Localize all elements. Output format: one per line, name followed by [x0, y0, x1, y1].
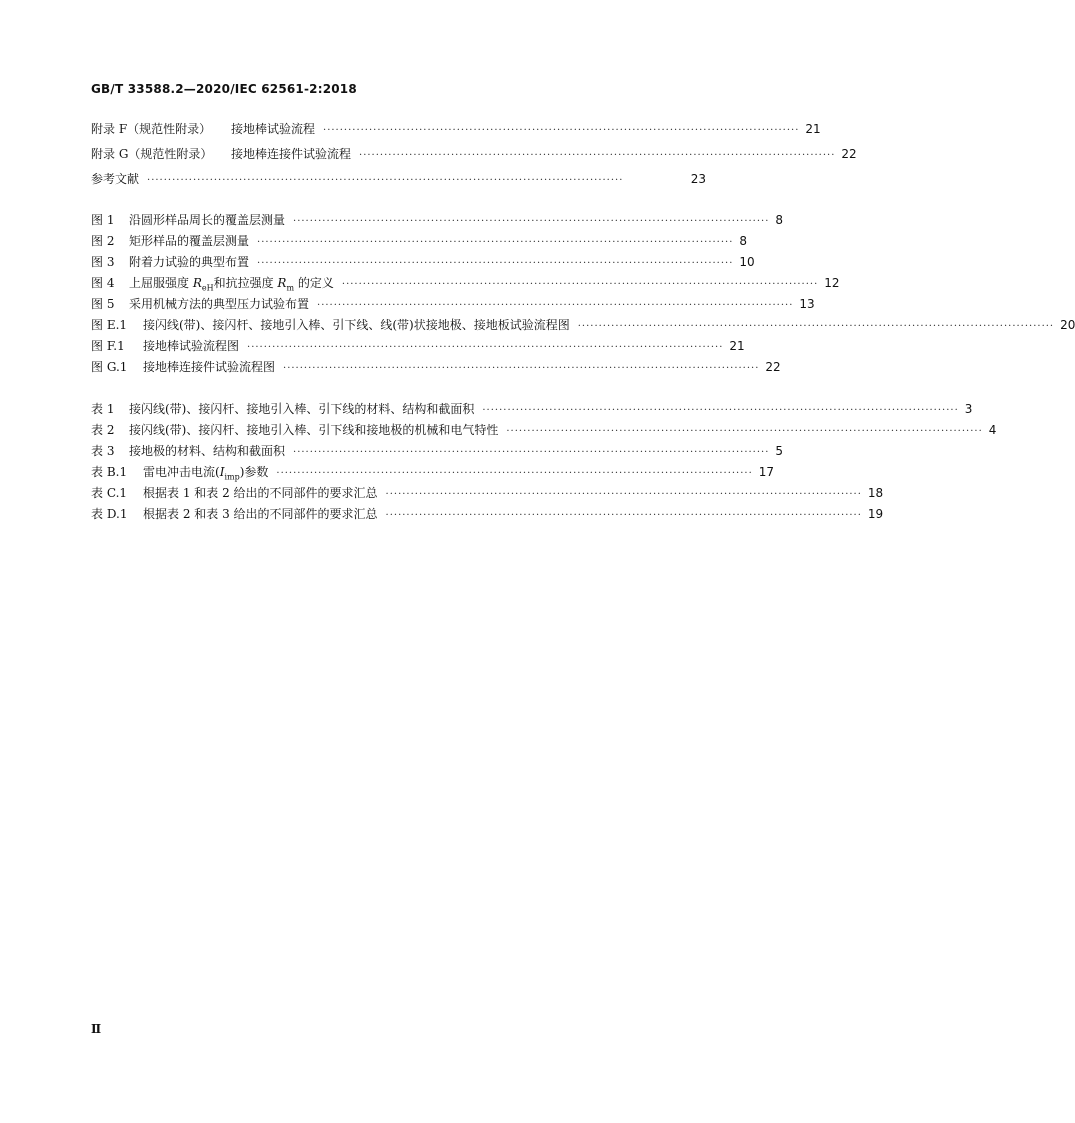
toc-entry-title: 根据表 2 和表 3 给出的不同部件的要求汇总: [143, 507, 378, 521]
toc-entry-title: 采用机械方法的典型压力试验布置: [129, 297, 310, 311]
toc-entry-title: 接地棒连接件试验流程: [231, 147, 352, 161]
toc-entry-title: 接闪线(带)、接闪杆、接地引入棒、引下线的材料、结构和截面积: [129, 402, 475, 416]
toc-entry[interactable]: [91, 211, 784, 229]
toc-entry-label: 参考文献: [91, 172, 140, 186]
subscript: eH: [201, 283, 214, 293]
toc-entry[interactable]: [91, 421, 997, 439]
toc-entry[interactable]: [91, 316, 1075, 334]
toc-entry[interactable]: [91, 463, 775, 482]
toc-entry-title: 接闪线(带)、接闪杆、接地引入棒、引下线和接地极的机械和电气特性: [129, 423, 499, 437]
toc-entry[interactable]: [91, 232, 748, 250]
dot-leader: ··················································································································: [317, 300, 794, 311]
dot-leader: ··················································································································: [341, 279, 819, 290]
toc-entry-page: 19: [867, 507, 884, 521]
dot-leader: ··················································································································: [257, 237, 734, 248]
dot-leader: ··················································································································: [506, 426, 983, 437]
toc-entry-page: 10: [739, 255, 755, 269]
toc-entry-label: 图 2: [91, 234, 115, 248]
toc-entry-page: 22: [841, 147, 857, 161]
dot-leader: ··················································································································: [283, 363, 760, 374]
toc-entry[interactable]: [91, 170, 706, 188]
toc-entry-label: 表 1: [91, 402, 115, 416]
dot-leader: ··················································································································: [323, 125, 800, 136]
title-text: 雷电冲击电流(: [143, 465, 220, 479]
dot-leader: ··················································································································: [293, 447, 770, 458]
toc-entry-label: 表 B.1: [91, 465, 128, 479]
toc-entry-title: 接地棒试验流程图: [143, 339, 240, 353]
document-header: GB/T 33588.2—2020/IEC 62561-2:2018: [91, 82, 357, 96]
dot-leader: ··················································································································: [247, 342, 724, 353]
toc-entry-page: 23: [690, 172, 706, 186]
toc-entry-page: 21: [805, 122, 821, 136]
title-text: 和抗拉强度: [213, 276, 278, 290]
toc-entry-page: 17: [758, 465, 775, 479]
toc-entry[interactable]: [91, 337, 745, 355]
toc-entry-page: 3: [964, 402, 973, 416]
toc-entry-title: 接地棒连接件试验流程图: [143, 360, 276, 374]
toc-entry-label: 表 D.1: [91, 507, 128, 521]
toc-entry-title: 接地极的材料、结构和截面积: [129, 444, 286, 458]
toc-entry-title: [143, 463, 268, 481]
toc-entry[interactable]: [91, 484, 884, 502]
dot-leader: ··················································································································: [257, 258, 734, 269]
toc-entry[interactable]: [91, 253, 755, 271]
toc-entry-page: 8: [775, 213, 784, 227]
toc-entry-page: 12: [824, 276, 840, 290]
toc-entry-title: [129, 274, 334, 292]
toc-entry[interactable]: [91, 274, 840, 293]
dot-leader: ··················································································································: [577, 321, 1055, 332]
toc-entry-page: 5: [775, 444, 784, 458]
toc-entry[interactable]: [91, 120, 821, 138]
toc-entry-title: 接地棒试验流程: [231, 122, 316, 136]
toc-entry[interactable]: [91, 505, 884, 523]
dot-leader: ··················································································································: [293, 216, 770, 227]
page-number: Ⅱ: [91, 1022, 102, 1036]
toc-entry[interactable]: [91, 145, 857, 163]
dot-leader: ··················································································································: [359, 150, 836, 161]
toc-entry-page: 21: [729, 339, 745, 353]
toc-entry-label: 图 1: [91, 213, 115, 227]
toc-entry-title: 附着力试验的典型布置: [129, 255, 250, 269]
dot-leader: ··················································································································: [385, 489, 862, 500]
symbol-r: R: [277, 276, 287, 290]
toc-entry-title: 接闪线(带)、接闪杆、接地引入棒、引下线、线(带)状接地极、接地板试验流程图: [143, 318, 570, 332]
subscript: m: [286, 283, 295, 293]
toc-entry-label: 表 2: [91, 423, 115, 437]
title-text: 上屈服强度: [129, 276, 193, 290]
toc-entry-label: 图 F.1: [91, 339, 125, 353]
toc-entry-label: 图 E.1: [91, 318, 128, 332]
toc-entry-label: 附录 G（规范性附录）: [91, 147, 213, 161]
toc-entry-label: 表 C.1: [91, 486, 128, 500]
toc-entry-label: 图 4: [91, 276, 115, 290]
symbol-r: R: [192, 276, 202, 290]
toc-entry-label: 图 G.1: [91, 360, 128, 374]
dot-leader: ··················································································································: [482, 405, 959, 416]
toc-entry-page: 13: [799, 297, 815, 311]
title-text: 的定义: [294, 276, 334, 290]
toc-entry-title: 矩形样品的覆盖层测量: [129, 234, 250, 248]
toc-entry-page: 20: [1060, 318, 1075, 332]
toc-entry[interactable]: [91, 358, 781, 376]
toc-entry-page: 22: [765, 360, 781, 374]
toc-entry-label: 图 3: [91, 255, 115, 269]
dot-leader: ··················································································································: [147, 175, 624, 186]
toc-entry[interactable]: [91, 295, 815, 313]
toc-entry[interactable]: [91, 442, 784, 460]
toc-entry-page: 4: [988, 423, 997, 437]
dot-leader: ··················································································································: [276, 468, 753, 479]
toc-entry-label: 附录 F（规范性附录）: [91, 122, 212, 136]
symbol-i: I: [219, 465, 225, 479]
dot-leader: ··················································································································: [385, 510, 862, 521]
subscript: imp: [224, 472, 240, 482]
toc-entry-title: 根据表 1 和表 2 给出的不同部件的要求汇总: [143, 486, 378, 500]
toc-entry-page: 18: [867, 486, 884, 500]
toc-entry-page: 8: [739, 234, 748, 248]
toc-entry[interactable]: [91, 400, 973, 418]
toc-entry-label: 表 3: [91, 444, 115, 458]
title-text: )参数: [239, 465, 269, 479]
toc-entry-title: 沿圆形样品周长的覆盖层测量: [129, 213, 286, 227]
toc-entry-label: 图 5: [91, 297, 115, 311]
